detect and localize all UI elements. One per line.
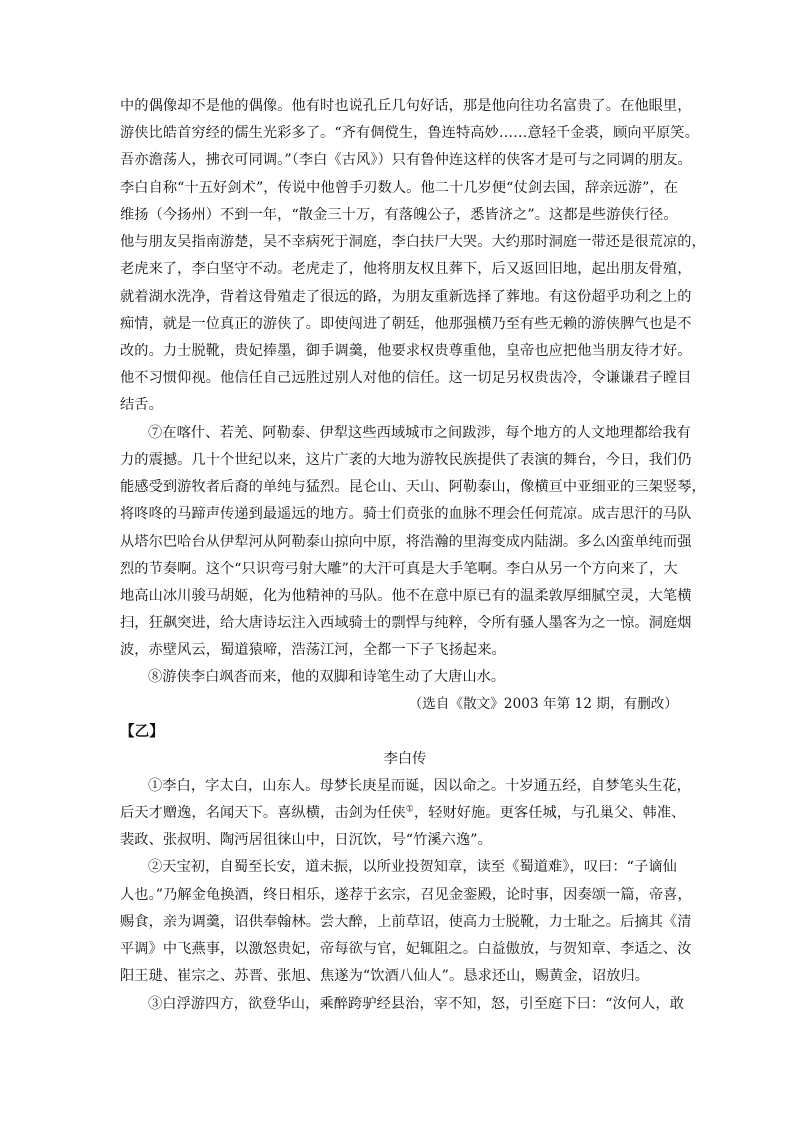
text-line: 李白自称“十五好剑术”，传说中他曾手刃数人。他二十几岁便“仗剑去国，辞亲远游”，在 — [120, 180, 679, 196]
yi-paragraph-3-line: ③白浮游四方，欲登华山，乘醉跨驴经县治，宰不知，怒，引至庭下曰：“汝何人，敢 — [148, 996, 684, 1012]
text-line: 游侠比皓首穷经的儒生光彩多了。“齐有倜傥生，鲁连特高妙……意轻千金裘，顾向平原笑。 — [120, 125, 699, 141]
paragraph-7-line: 烈的节奏啊。这个“只识弯弓射大雕”的大汗可真是大手笔啊。李白从另一个方向来了，大 — [120, 561, 678, 577]
text-line: 他不习惯仰视。他信任自己远胜过别人对他的信任。这一切足另权贵齿冷，令谦谦君子瞠目 — [120, 370, 692, 386]
text-line: 维扬（今扬州）不到一年，“散金三十万，有落魄公子，悉皆济之”。这都是些游侠行径。 — [120, 207, 678, 223]
paragraph-7-line: 能感受到游牧者后裔的单纯与猛烈。昆仑山、天山、阿勒泰山，像横亘中亚细亚的三架竖琴， — [120, 479, 706, 495]
paragraph-7-line: 从塔尔巴哈台从伊犁河从阿勒泰山掠向中原，将浩瀚的里海变成内陆湖。多么凶蛮单纯而强 — [120, 534, 692, 550]
source-citation: （选自《散文》2003 年第 12 期，有删改） — [408, 696, 678, 712]
text-line: 他与朋友吴指南游楚，吴不幸病死于洞庭，李白扶尸大哭。大约那时洞庭一带还是很荒凉的， — [120, 234, 706, 250]
paragraph-7-line: 扫，狂飙突进，给大唐诗坛注入西域骑士的剽悍与纯粹，令所有骚人墨客为之一惊。洞庭烟 — [120, 615, 692, 631]
yi-paragraph-2-line: 赐食，亲为调羹，诏供奉翰林。尝大醉，上前草诏，使高力士脱靴，力士耻之。后摘其《清 — [120, 914, 692, 930]
text-line: 改的。力士脱靴，贵妃捧墨，御手调羹，他要求权贵尊重他，皇帝也应把他当朋友待才好。 — [120, 343, 692, 359]
yi-paragraph-2-line: 平调》中飞燕事，以激怒贵妃，帝每欲与官，妃辄阻之。白益傲放，与贺知章、李适之、汝 — [120, 941, 692, 957]
footnote-marker: ① — [405, 804, 414, 815]
text-line: 老虎来了，李白坚守不动。老虎走了，他将朋友权且葬下，后又返回旧地，起出朋友骨殖， — [120, 261, 692, 277]
text-line: 痴情，就是一位真正的游侠了。即使闯进了朝廷，他那强横乃至有些无赖的游侠脾气也是不 — [120, 316, 692, 332]
text-line: 吾亦澹荡人，拂衣可同调。”（李白《古风》）只有鲁仲连这样的侠客才是可与之同调的朋友。 — [120, 152, 692, 168]
yi-paragraph-2-line: 阳王琎、崔宗之、苏晋、张旭、焦遂为“饮酒八仙人”。恳求还山，赐黄金，诏放归。 — [120, 968, 650, 984]
yi-paragraph-1-line: ①李白，字太白，山东人。母梦长庚星而诞，因以命之。十岁通五经，自梦笔头生花， — [148, 778, 691, 794]
yi-paragraph-2-line: 人也。”乃解金龟换酒，终日相乐，遂荐于玄宗，召见金銮殿，论时事，因奏颂一篇，帝喜， — [120, 887, 692, 903]
paragraph-8: ⑧游侠李白飒沓而来，他的双脚和诗笔生动了大唐山水。 — [148, 669, 506, 685]
yi-paragraph-1-line: 裴政、张叔明、陶沔居徂徕山中，日沉饮，号“竹溪六逸”。 — [120, 832, 492, 848]
yi-paragraph-1-text: 后天才赠逸，名闻天下。喜纵横，击剑为任侠 — [120, 805, 406, 821]
section-label-yi: 【乙】 — [120, 723, 164, 740]
text-line: 中的偶像却不是他的偶像。他有时也说孔丘几句好话，那是他向往功名富贵了。在他眼里， — [120, 98, 692, 114]
text-line: 结舌。 — [120, 397, 163, 413]
article-title: 李白传 — [383, 751, 427, 767]
yi-paragraph-1-text: ，轻财好施。更客任城，与孔巢父、韩准、 — [413, 805, 686, 821]
yi-paragraph-2-line: ②天宝初，自蜀至长安，道未振，以所业投贺知章，读至《蜀道难》，叹曰：“子谪仙 — [148, 859, 677, 875]
yi-paragraph-1-line — [120, 803, 690, 823]
text-line: 就着湖水洗净，背着这骨殖走了很远的路，为朋友重新选择了葬地。有这份超乎功利之上的 — [120, 289, 692, 305]
paragraph-7-line: 将咚咚的马蹄声传递到最遥远的地方。骑士们贲张的血脉不理会任何荒凉。成吉思汗的马队 — [120, 506, 692, 522]
paragraph-7-line: 力的震撼。几十个世纪以来，这片广袤的大地为游牧民族提供了表演的舞台，今日，我们仍 — [120, 452, 692, 468]
paragraph-7-line: 波，赤壁风云，蜀道猿啼，浩荡江河，全都一下子飞扬起来。 — [120, 642, 506, 658]
paragraph-7-line: ⑦在喀什、若羌、阿勒泰、伊犁这些西域城市之间跋涉，每个地方的人文地理都给我有 — [148, 425, 691, 441]
paragraph-7-line: 地高山冰川骏马胡姬，化为他精神的马队。他不在意中原已有的温柔敦厚细腻空灵，大笔横 — [120, 588, 692, 604]
